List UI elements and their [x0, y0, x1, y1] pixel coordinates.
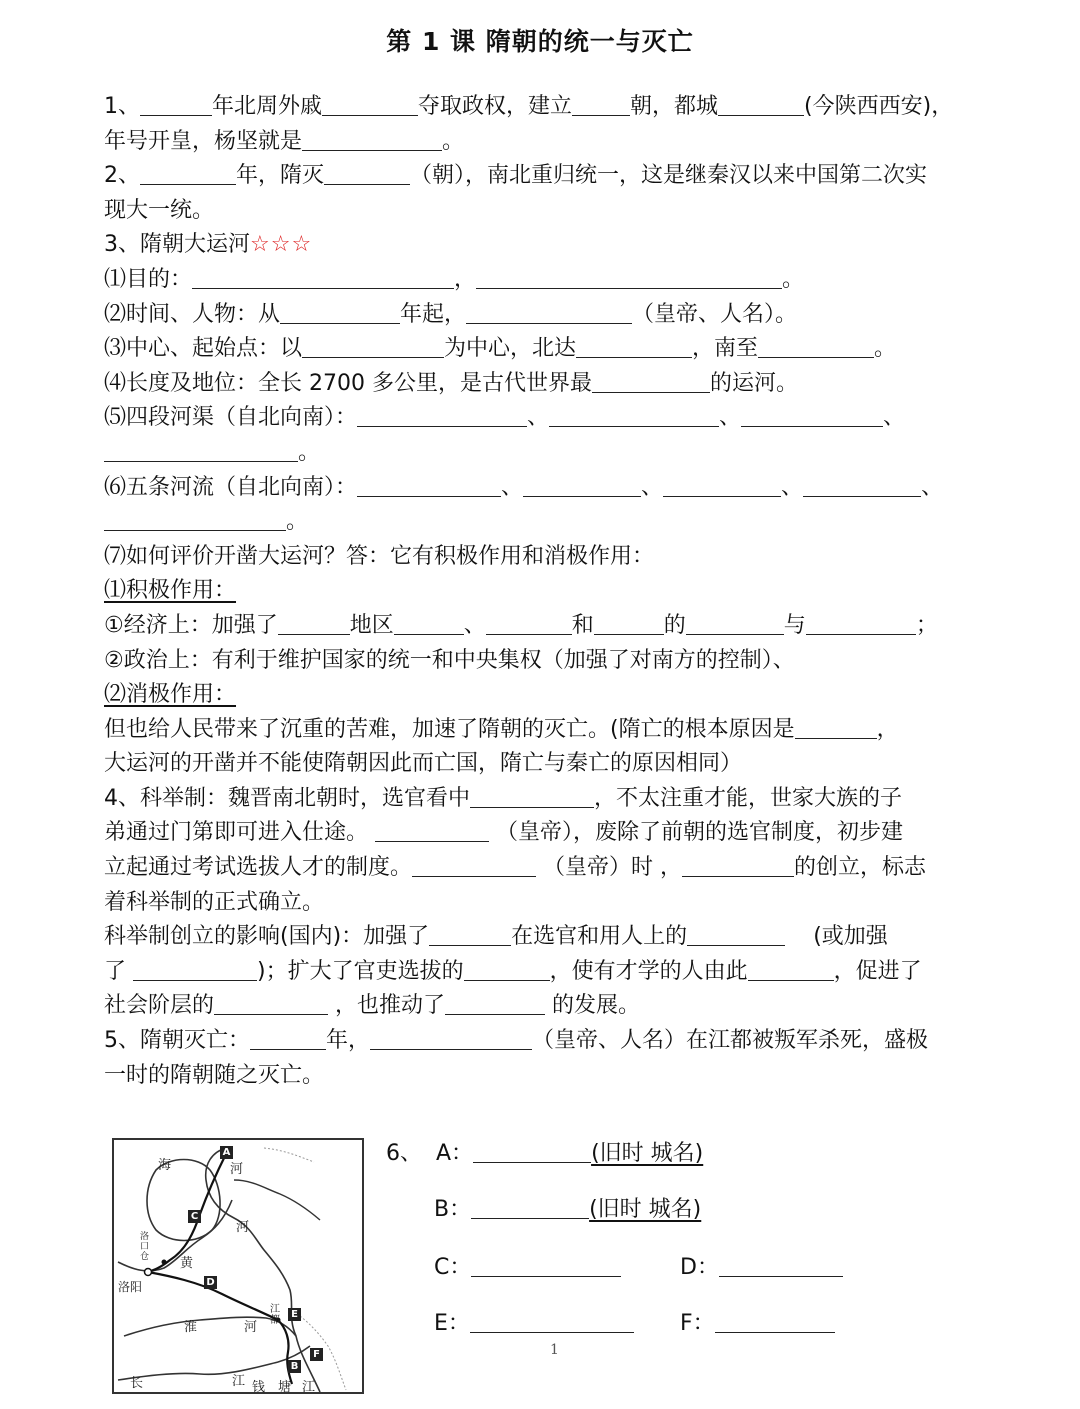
q1-line2: 年号开皇，杨坚就是 。	[104, 125, 1009, 160]
q5-line1: 5、隋朝灭亡： 年， （皇帝、人名）在江都被叛军杀死，盛极	[104, 1024, 1009, 1059]
blank[interactable]	[523, 472, 641, 497]
blank[interactable]	[324, 160, 410, 185]
blank[interactable]	[302, 333, 444, 358]
q6-e: E：	[434, 1308, 634, 1339]
map-marker-d: D	[204, 1276, 217, 1289]
blank[interactable]	[687, 921, 785, 946]
blank[interactable]	[394, 610, 464, 635]
q3-four-canals-cont: 。	[104, 436, 1009, 471]
q3-time-person: ⑵时间、人物：从 年起， （皇帝、人名）。	[104, 298, 1009, 333]
blank[interactable]	[445, 990, 545, 1015]
blank[interactable]	[748, 956, 834, 981]
q3-heading: 3、隋朝大运河☆☆☆	[104, 232, 313, 258]
blank[interactable]	[429, 921, 511, 946]
map-marker-e: E	[288, 1308, 301, 1321]
blank[interactable]	[278, 610, 350, 635]
blank[interactable]	[471, 1252, 621, 1277]
q3-five-rivers: ⑹五条河流（自北向南）： 、 、 、 、	[104, 471, 1009, 506]
q2-line2: 现大一统。	[104, 197, 215, 223]
blank[interactable]	[795, 714, 877, 739]
blank[interactable]	[549, 402, 719, 427]
q4-line2: 弟通过门第即可进入仕途。 （皇帝），废除了前朝的选官制度，初步建	[104, 816, 1009, 851]
blank[interactable]	[104, 506, 286, 531]
blank[interactable]	[576, 333, 692, 358]
blank[interactable]	[104, 437, 298, 462]
blank[interactable]	[370, 1025, 532, 1050]
q3-negative-2: 大运河的开凿并不能使隋朝因此而亡国，隋亡与秦亡的原因相同）	[104, 751, 743, 777]
blank[interactable]	[470, 783, 594, 808]
grand-canal-map: 海 河 河 黄 淮 河 洛口仓 洛阳 江都 长 江 钱 塘 江 A B C D E F	[112, 1138, 364, 1394]
blank[interactable]	[464, 956, 550, 981]
q4-line7: 社会阶层的 ，也推动了 的发展。	[104, 989, 1009, 1024]
map-marker-c: C	[188, 1210, 201, 1223]
map-marker-a: A	[220, 1146, 233, 1159]
blank[interactable]	[486, 610, 572, 635]
blank[interactable]	[214, 990, 328, 1015]
q6-c: C：	[434, 1252, 621, 1283]
q4-line4: 着科举制的正式确立。	[104, 889, 325, 915]
blank[interactable]	[686, 610, 784, 635]
map-marker-f: F	[310, 1348, 323, 1361]
q6-f: F：	[680, 1308, 835, 1339]
blank[interactable]	[682, 852, 794, 877]
q3-negative-heading: ⑵消极作用：	[104, 682, 237, 708]
blank[interactable]	[719, 1252, 843, 1277]
blank[interactable]	[280, 299, 400, 324]
blank[interactable]	[718, 91, 804, 116]
blank[interactable]	[715, 1308, 835, 1333]
blank[interactable]	[803, 472, 921, 497]
q3-economic: ①经济上：加强了 地区 、 和 的 与 ；	[104, 609, 1009, 644]
q2-line1: 2、 年，隋灭 （朝），南北重归统一，这是继秦汉以来中国第二次实	[104, 159, 1009, 194]
blank[interactable]	[594, 610, 664, 635]
page-title: 第 1 课 隋朝的统一与灭亡	[386, 27, 694, 56]
map-graphic	[114, 1140, 362, 1392]
blank[interactable]	[572, 91, 630, 116]
worksheet-body	[104, 90, 1009, 1093]
q3-four-canals: ⑸四段河渠（自北向南）： 、 、 、	[104, 401, 1009, 436]
q3-positive-heading: ⑴积极作用：	[104, 578, 237, 604]
blank[interactable]	[250, 1025, 326, 1050]
blank[interactable]	[357, 472, 501, 497]
blank[interactable]	[476, 264, 782, 289]
blank[interactable]	[473, 1138, 591, 1163]
star-icon: ☆☆☆	[250, 232, 313, 258]
blank[interactable]	[140, 160, 236, 185]
blank[interactable]	[302, 126, 442, 151]
blank[interactable]	[806, 610, 916, 635]
blank[interactable]	[133, 956, 257, 981]
blank[interactable]	[471, 1194, 589, 1219]
blank[interactable]	[140, 91, 212, 116]
q6-d: D：	[680, 1252, 843, 1283]
q3-center: ⑶中心、起始点：以 为中心，北达 ，南至 。	[104, 332, 1009, 367]
page-number: 1	[550, 1342, 559, 1358]
blank[interactable]	[192, 264, 454, 289]
q6-a: 6、 A： (旧时 城名)	[386, 1138, 703, 1169]
q3-length: ⑷长度及地位：全长 2700 多公里，是古代世界最 的运河。	[104, 367, 1009, 402]
q3-political: ②政治上：有利于维护国家的统一和中央集权（加强了对南方的控制）、	[104, 647, 795, 673]
blank[interactable]	[357, 402, 527, 427]
q4-line1: 4、科举制：魏晋南北朝时，选官看中 ，不太注重才能，世家大族的子	[104, 782, 1009, 817]
blank[interactable]	[663, 472, 781, 497]
q4-line5: 科举制创立的影响(国内)：加强了 在选官和用人上的 (或加强	[104, 920, 1009, 955]
map-marker-b: B	[288, 1360, 301, 1373]
q5-line2: 一时的隋朝随之灭亡。	[104, 1062, 325, 1088]
blank[interactable]	[758, 333, 874, 358]
blank[interactable]	[375, 817, 489, 842]
q1-line1: 1、 年北周外戚 夺取政权，建立 朝，都城 (今陕西西安)，	[104, 90, 1009, 125]
q4-line3: 立起通过考试选拔人才的制度。 （皇帝）时 ， 的创立，标志	[104, 851, 1009, 886]
q3-negative-1: 但也给人民带来了沉重的苦难，加速了隋朝的灭亡。(隋亡的根本原因是 ，	[104, 713, 1009, 748]
q4-line6: 了 )；扩大了官吏选拔的 ，使有才学的人由此 ，促进了	[104, 955, 1009, 990]
q6-b: B： (旧时 城名)	[434, 1194, 701, 1225]
q3-purpose: ⑴目的： ， 。	[104, 263, 1009, 298]
blank[interactable]	[592, 368, 710, 393]
q3-evaluate: ⑺如何评价开凿大运河？答：它有积极作用和消极作用：	[104, 543, 655, 569]
q3-five-rivers-cont: 。	[104, 505, 1009, 540]
blank[interactable]	[470, 1308, 634, 1333]
blank[interactable]	[466, 299, 632, 324]
blank[interactable]	[741, 402, 883, 427]
blank[interactable]	[322, 91, 418, 116]
blank[interactable]	[412, 852, 536, 877]
